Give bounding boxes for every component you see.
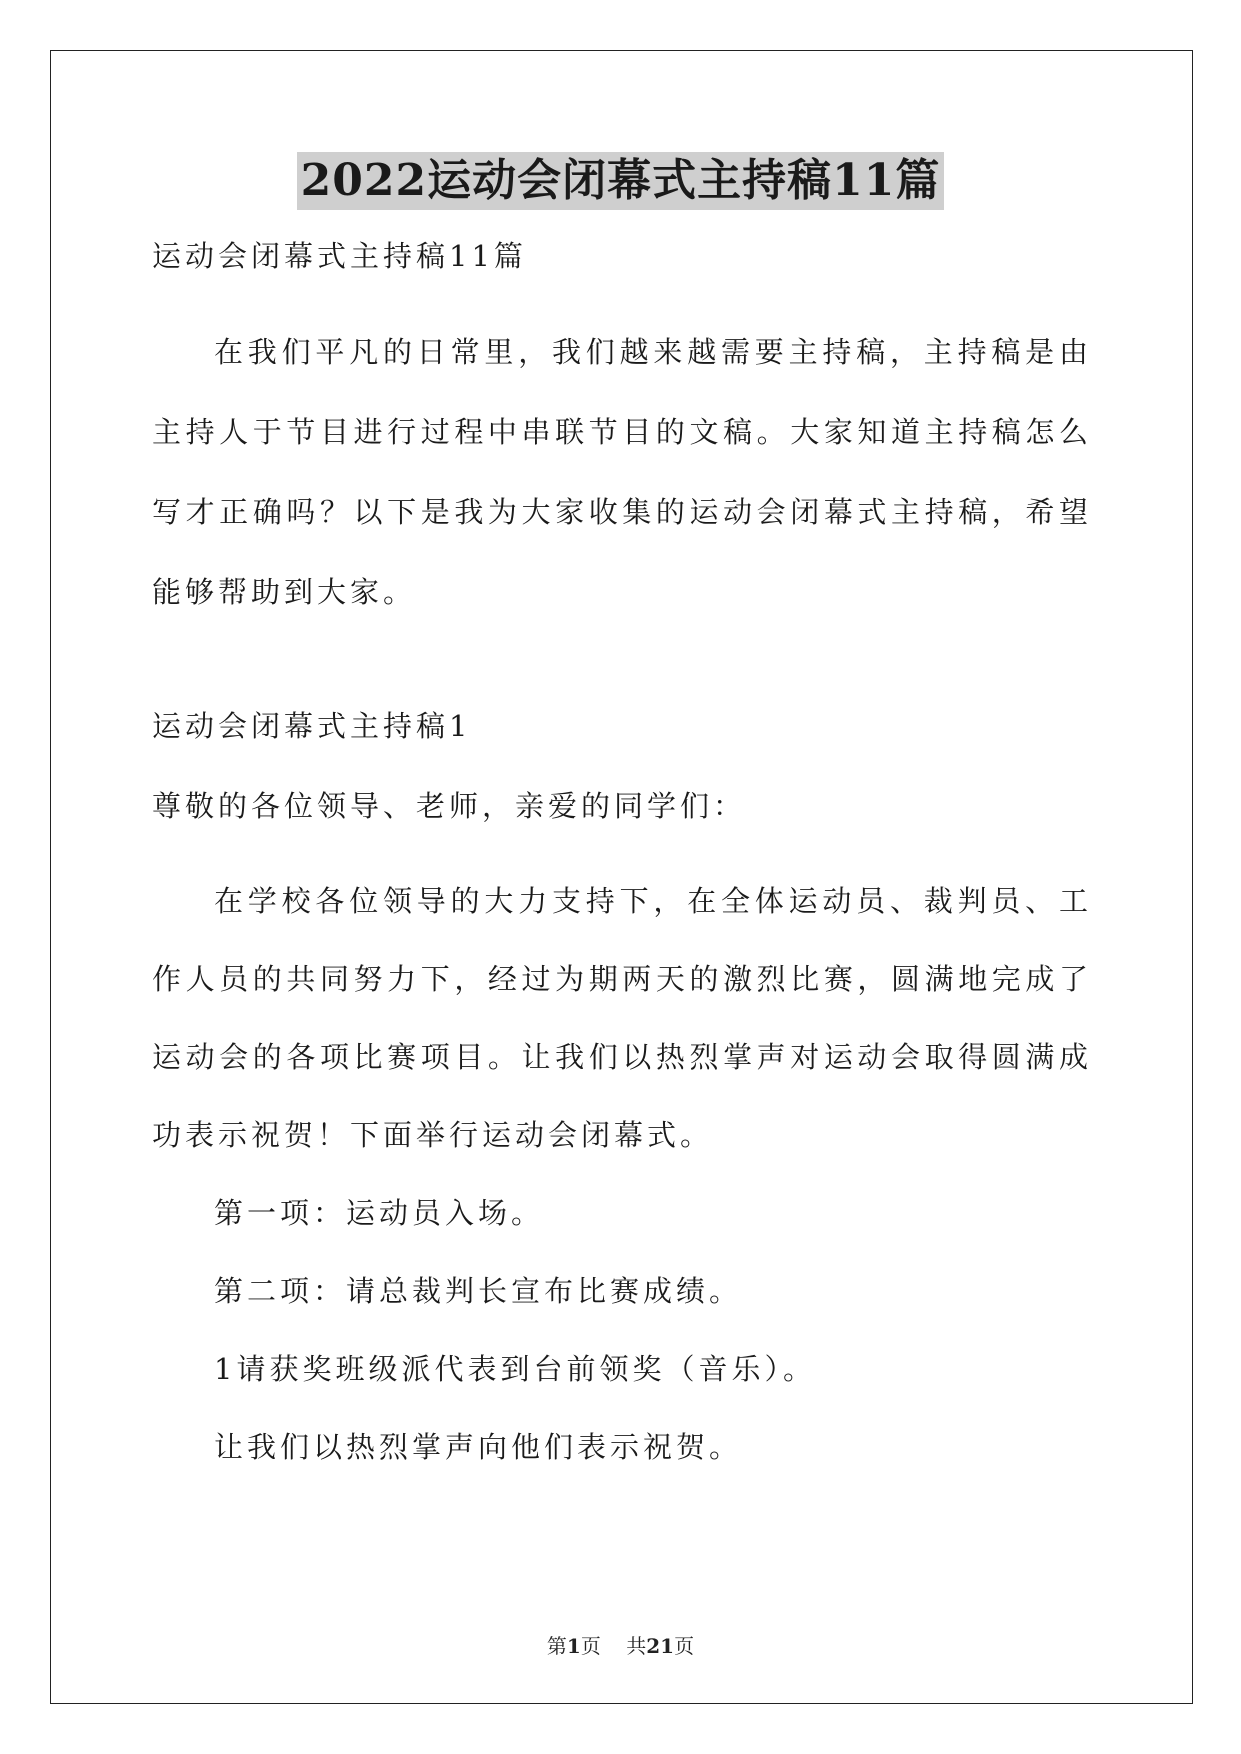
total-suffix: 页: [674, 1634, 695, 1658]
total-prefix: 共: [626, 1634, 647, 1658]
greeting: 尊敬的各位领导、老师，亲爱的同学们：: [152, 789, 747, 823]
list-item: 1请获奖班级派代表到台前领奖（音乐）。: [214, 1352, 816, 1386]
page-prefix: 第: [546, 1634, 567, 1658]
total-pages: 21: [646, 1634, 675, 1658]
document-body: [152, 232, 1092, 1486]
section-heading: 运动会闭幕式主持稿1: [152, 709, 472, 743]
intro-paragraph: 在我们平凡的日常里，我们越来越需要主持稿，主持稿是由主持人于节目进行过程中串联节目的文稿。大家知道主持稿怎么写才正确吗？以下是我为大家收集的运动会闭幕式主持稿，希望能够帮助到大家。: [152, 335, 1092, 609]
page-suffix: 页: [580, 1634, 601, 1658]
list-item: 让我们以热烈掌声向他们表示祝贺。: [214, 1430, 743, 1464]
subtitle: 运动会闭幕式主持稿11篇: [152, 239, 527, 273]
page-number: 1: [566, 1634, 581, 1658]
section-spacer: [152, 632, 1092, 702]
document-title: 2022运动会闭幕式主持稿11篇: [297, 152, 945, 210]
list-item: 第二项：请总裁判长宣布比赛成绩。: [214, 1274, 743, 1308]
body-paragraph: 在学校各位领导的大力支持下，在全体运动员、裁判员、工作人员的共同努力下，经过为期两天的激烈比赛，圆满地完成了运动会的各项比赛项目。让我们以热烈掌声对运动会取得圆满成功表示祝贺！下面举行运动会闭幕式。: [152, 884, 1092, 1152]
page-footer: [0, 1630, 1241, 1659]
title-wrap: [0, 152, 1241, 210]
list-item: 第一项：运动员入场。: [214, 1196, 545, 1230]
